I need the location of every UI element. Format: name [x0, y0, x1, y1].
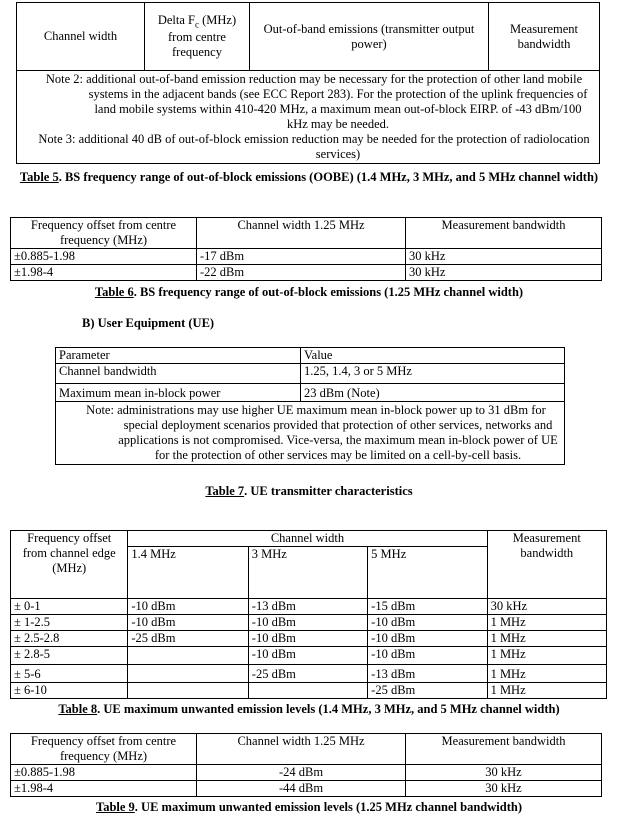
cell: -25 dBm: [128, 631, 248, 647]
caption-text: . BS frequency range of out-of-block emissions (OOBE) (1.4 MHz, 3 MHz, and 5 MHz channel width): [58, 170, 599, 184]
cell: Channel bandwidth: [56, 364, 301, 384]
header-channel-width: Channel width: [17, 3, 145, 71]
cell: -13 dBm: [368, 665, 487, 683]
cell: 1 MHz: [487, 665, 606, 683]
caption-table-5: [0, 170, 618, 185]
header-frequency-offset: Frequency offset from channel edge (MHz): [11, 531, 128, 599]
cell: ± 0-1: [11, 599, 128, 615]
cell: ± 2.8-5: [11, 647, 128, 665]
cell: -10 dBm: [368, 647, 487, 665]
header-channel-width: Channel width 1.25 MHz: [197, 734, 406, 765]
note-3: Note 3: additional 40 dB of out-of-block emission reduction may be needed for the protection of radiolocation services): [38, 132, 590, 161]
caption-table-9: [0, 800, 618, 815]
table-header-row: [11, 218, 602, 249]
caption-table-7: [0, 484, 618, 499]
cell: -10 dBm: [368, 615, 487, 631]
cell: -22 dBm: [197, 265, 406, 281]
caption-label: Table 9: [96, 800, 135, 814]
table-header-row: [11, 734, 602, 765]
table-header-row: [17, 3, 600, 71]
caption-table-8: [0, 702, 618, 717]
cell: -10 dBm: [368, 631, 487, 647]
header-frequency-offset: Frequency offset from centre frequency (MHz): [11, 734, 197, 765]
cell: -10 dBm: [128, 615, 248, 631]
header-channel-width: Channel width: [128, 531, 487, 547]
cell: ±0.885-1.98: [11, 249, 197, 265]
caption-label: Table 8: [58, 702, 98, 716]
cell: 30 kHz: [406, 781, 602, 797]
cell: 1 MHz: [487, 631, 606, 647]
cell: 1.25, 1.4, 3 or 5 MHz: [301, 364, 565, 384]
table-5: [16, 2, 600, 164]
table-note-row: [17, 71, 600, 164]
cell: ± 1-2.5: [11, 615, 128, 631]
table-row: [56, 364, 565, 384]
header-value: Value: [301, 348, 565, 364]
header-channel-width: Channel width 1.25 MHz: [197, 218, 406, 249]
cell: -24 dBm: [197, 765, 406, 781]
cell: Maximum mean in-block power: [56, 384, 301, 402]
cell: ± 6-10: [11, 683, 128, 699]
cell: ± 2.5-2.8: [11, 631, 128, 647]
subheader-1-4-mhz: 1.4 MHz: [128, 547, 248, 599]
table-row: [11, 683, 607, 699]
cell: -44 dBm: [197, 781, 406, 797]
cell: ±0.885-1.98: [11, 765, 197, 781]
cell: 30 kHz: [406, 249, 602, 265]
cell: [128, 665, 248, 683]
caption-text: . UE maximum unwanted emission levels (1.25 MHz channel bandwidth): [134, 800, 522, 814]
table-row: [11, 599, 607, 615]
subheader-5-mhz: 5 MHz: [368, 547, 487, 599]
table-header-row: [11, 531, 607, 547]
cell: -10 dBm: [248, 647, 367, 665]
table-note-row: [56, 402, 565, 465]
cell: -10 dBm: [128, 599, 248, 615]
header-delta-fc-sub: c: [195, 19, 199, 30]
table-8: [10, 530, 607, 699]
cell: [128, 647, 248, 665]
header-measurement-bandwidth: Measurement bandwidth: [406, 734, 602, 765]
caption-text: . UE transmitter characteristics: [244, 484, 413, 498]
table-row: [56, 384, 565, 402]
cell: -13 dBm: [248, 599, 367, 615]
caption-text: . BS frequency range of out-of-block emissions (1.25 MHz channel width): [133, 285, 524, 299]
cell: -25 dBm: [248, 665, 367, 683]
caption-label: Table 6: [94, 285, 134, 299]
note-cell: [56, 402, 565, 465]
header-delta-fc: [145, 3, 250, 71]
cell: 1 MHz: [487, 647, 606, 665]
cell: ±1.98-4: [11, 781, 197, 797]
note-cell: [17, 71, 600, 164]
table-row: [11, 765, 602, 781]
header-delta-fc-rest: (MHz) from centre frequency: [168, 12, 237, 60]
cell: 1 MHz: [487, 615, 606, 631]
caption-label: Table 7: [205, 484, 245, 498]
cell: -10 dBm: [248, 615, 367, 631]
section-heading: B) User Equipment (UE): [82, 316, 215, 330]
header-parameter: Parameter: [56, 348, 301, 364]
table-row: [11, 615, 607, 631]
note-2: Note 2: additional out-of-band emission reduction may be necessary for the protection of other land mobile systems in the adjacent bands (see ECC Report 283). For the protection of the uplink frequencies of land mobile systems within 410-420 MHz, a maximum mean out-of-block EIRP. of -43 dBm/100 kHz may be needed.: [45, 72, 588, 131]
table-row: [11, 781, 602, 797]
cell: ±1.98-4: [11, 265, 197, 281]
table-9: [10, 733, 602, 797]
cell: [248, 683, 367, 699]
table-header-row: [56, 348, 565, 364]
table-row: [11, 647, 607, 665]
table-7: [55, 347, 565, 465]
table-row: [11, 631, 607, 647]
note: Note: administrations may use higher UE maximum mean in-block power up to 31 dBm for special deployment scenarios provided that protection of other services, networks and applications is not compromised. Vice-versa, the maximum mean in-block power of UE for the protection of other services may be limited on a cell-by-cell basis.: [86, 403, 558, 462]
subheader-3-mhz: 3 MHz: [248, 547, 367, 599]
caption-table-6: [0, 285, 618, 300]
cell: -15 dBm: [368, 599, 487, 615]
table-row: [11, 665, 607, 683]
caption-text: . UE maximum unwanted emission levels (1.4 MHz, 3 MHz, and 5 MHz channel width): [97, 702, 560, 716]
header-delta-fc-text: Delta F: [157, 12, 195, 27]
cell: 1 MHz: [487, 683, 606, 699]
cell: -25 dBm: [368, 683, 487, 699]
header-frequency-offset: Frequency offset from centre frequency (MHz): [11, 218, 197, 249]
header-out-of-band: Out-of-band emissions (transmitter output power): [250, 3, 489, 71]
caption-label: Table 5: [19, 170, 59, 184]
cell: -17 dBm: [197, 249, 406, 265]
cell: [128, 683, 248, 699]
cell: ± 5-6: [11, 665, 128, 683]
cell: 23 dBm (Note): [301, 384, 565, 402]
table-row: [11, 265, 602, 281]
header-measurement-bandwidth: Measurement bandwidth: [489, 3, 600, 71]
header-measurement-bandwidth: Measurement bandwidth: [487, 531, 606, 599]
table-6: [10, 217, 602, 281]
table-row: [11, 249, 602, 265]
header-measurement-bandwidth: Measurement bandwidth: [406, 218, 602, 249]
cell: 30 kHz: [487, 599, 606, 615]
cell: 30 kHz: [406, 765, 602, 781]
cell: 30 kHz: [406, 265, 602, 281]
cell: -10 dBm: [248, 631, 367, 647]
